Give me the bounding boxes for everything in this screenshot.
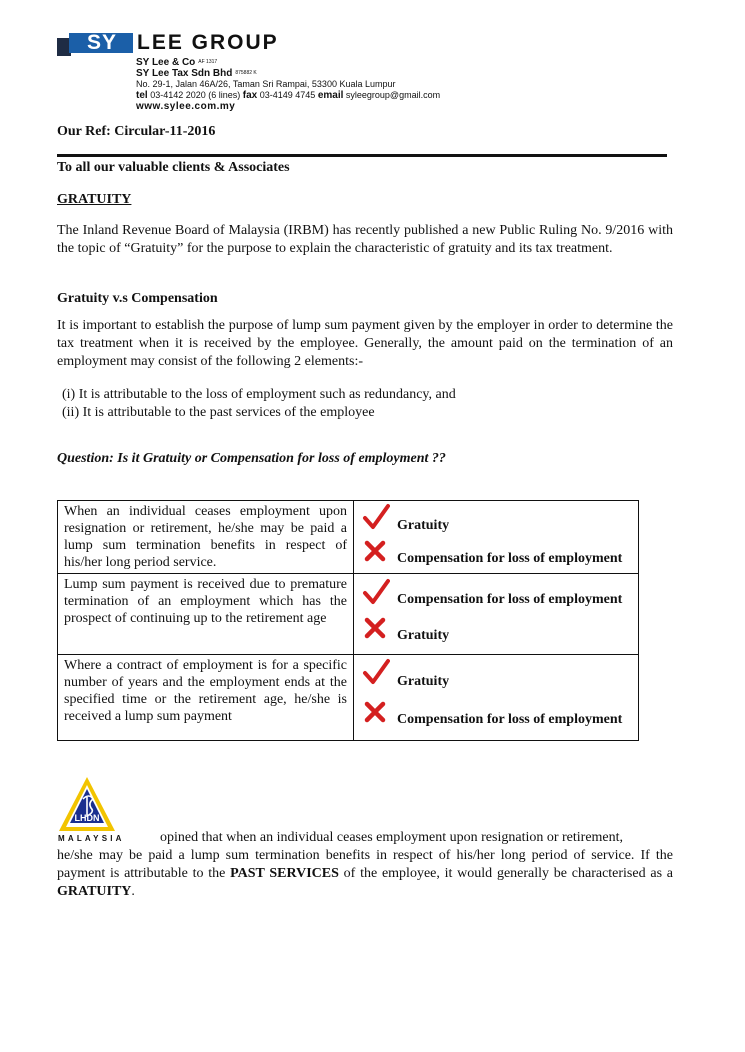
email-label: email — [317, 90, 344, 101]
elements-list — [62, 386, 456, 422]
lhdn-logo-country: MALAYSIA — [58, 834, 125, 843]
company-details — [136, 57, 440, 112]
website: www.sylee.com.my — [136, 101, 236, 112]
scenario-cell: Lump sum payment is received due to premature termination of an employment which has the prospect of continuing up to the retirement age — [58, 574, 354, 655]
document-heading: GRATUITY — [57, 192, 132, 207]
table-row — [58, 501, 639, 574]
logo-text: SY — [86, 31, 117, 54]
firm-reg-1: AF 1317 — [198, 59, 218, 65]
check-icon — [362, 503, 390, 531]
firm-name-2: SY Lee Tax Sdn Bhd — [136, 68, 233, 79]
question-heading: Question: Is it Gratuity or Compensation for loss of employment ?? — [57, 451, 446, 466]
list-item: (i) It is attributable to the loss of employment such as redundancy, and — [62, 387, 456, 402]
tel-label: tel — [136, 90, 148, 101]
lhdn-logo-text: LHDN — [74, 813, 100, 823]
wrong-answer: Compensation for loss of employment — [397, 712, 623, 727]
cross-icon — [363, 616, 387, 640]
fax-number: 03-4149 4745 — [259, 90, 316, 100]
lhdn-logo — [57, 775, 157, 845]
closing-paragraph: he/she may be paid a lump sum termination benefits in respect of his/her long period of service. If the payment is attributable to the PAST SERVICES of the employee, it would generally be characterised as a GRATUITY. — [57, 848, 673, 899]
emphasis-past-services: PAST SERVICES — [230, 866, 339, 881]
scenario-cell: Where a contract of employment is for a specific number of years and the employment ends at the specified time or the retirement age, he/she is received a lump sum payment — [58, 655, 354, 741]
wrong-answer: Compensation for loss of employment — [397, 551, 623, 566]
company-address: No. 29-1, Jalan 46A/26, Taman Sri Rampai, 53300 Kuala Lumpur — [136, 79, 396, 89]
firm-name-1: SY Lee & Co — [136, 57, 196, 68]
cross-icon — [363, 700, 387, 724]
intro-paragraph: The Inland Revenue Board of Malaysia (IRBM) has recently published a new Public Ruling No. 9/2016 with the topic of “Gratuity” for the purpose to explain the characteristic of gratuity and its tax treatment. — [57, 223, 673, 256]
section-heading: Gratuity v.s Compensation — [57, 291, 218, 306]
divider — [57, 154, 667, 157]
company-logo — [57, 30, 135, 56]
closing-paragraph-first-line: opined that when an individual ceases employment upon resignation or retirement, — [160, 830, 624, 845]
company-name: LEE GROUP — [137, 31, 279, 54]
table-row — [58, 574, 639, 655]
answer-cell — [354, 655, 639, 741]
check-icon — [362, 658, 390, 686]
firm-reg-2: 875882 K — [235, 70, 257, 76]
fax-label: fax — [242, 90, 258, 101]
correct-answer: Gratuity — [397, 518, 450, 533]
wrong-answer: Gratuity — [397, 628, 450, 643]
recipient-line: To all our valuable clients & Associates — [57, 160, 290, 175]
email-address: syleegroup@gmail.com — [345, 90, 441, 100]
tel-number: 03-4142 2020 (6 lines) — [150, 90, 241, 100]
scenario-cell: When an individual ceases employment upon resignation or retirement, he/she may be paid a lump sum termination benefits in respect of his/her long period service. — [58, 501, 354, 574]
table-row — [58, 655, 639, 741]
correct-answer: Compensation for loss of employment — [397, 592, 623, 607]
cross-icon — [363, 539, 387, 563]
explanation-paragraph: It is important to establish the purpose of lump sum payment given by the employer in order to determine the tax treatment when it is received by the employee. Generally, the amount paid on the termination of an employment may consist of the following 2 elements:- — [57, 318, 673, 369]
contact-line — [136, 90, 440, 101]
check-icon — [362, 578, 390, 606]
list-item: (ii) It is attributable to the past services of the employee — [62, 405, 375, 420]
emphasis-gratuity: GRATUITY — [57, 884, 132, 899]
answer-cell — [354, 501, 639, 574]
answer-cell — [354, 574, 639, 655]
reference-number: Our Ref: Circular-11-2016 — [57, 124, 216, 139]
correct-answer: Gratuity — [397, 674, 450, 689]
comparison-table — [57, 500, 639, 741]
